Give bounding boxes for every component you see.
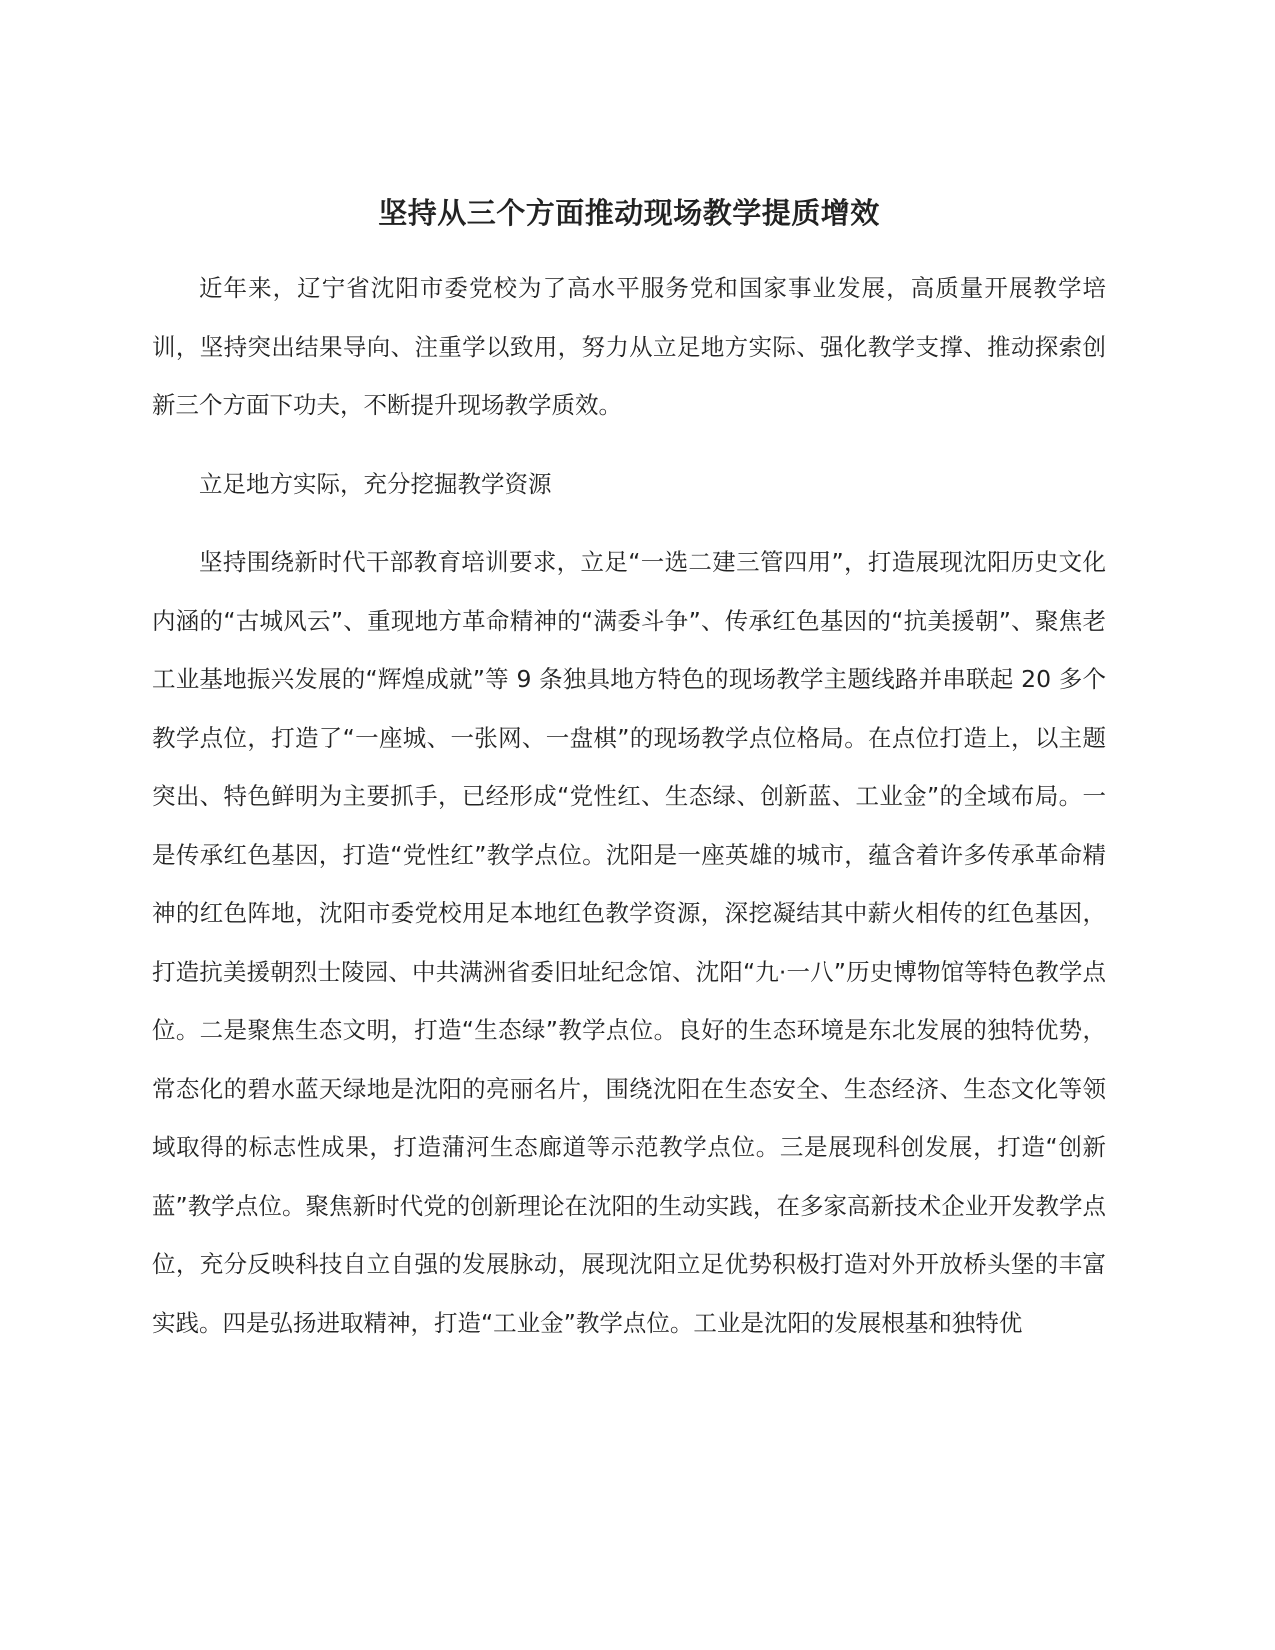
document-title: 坚持从三个方面推动现场教学提质增效 — [378, 196, 880, 230]
section-heading: 立足地方实际，充分挖掘教学资源 — [199, 469, 552, 498]
body-paragraph: 坚持围绕新时代干部教育培训要求，立足“一选二建三管四用”，打造展现沈阳历史文化内涵的“古城风云”、重现地方革命精神的“满委斗争”、传承红色基因的“抗美援朝”、聚焦老工业基地振兴发展的“辉煌成就”等 9 条独具地方特色的现场教学主题线路并串联起 20 多个教学点位，打造了“一座城、一张网、一盘棋”的现场教学点位格局。在点位打造上，以主题突出、特色鲜明为主要抓手，已经形成“党性红、生态绿、创新蓝、工业金”的全域布局。一是传承红色基因，打造“党性红”教学点位。沈阳是一座英雄的城市，蕴含着许多传承革命精神的红色阵地，沈阳市委党校用足本地红色教学资源，深挖凝结其中薪火相传的红色基因，打造抗美援朝烈士陵园、中共满洲省委旧址纪念馆、沈阳“九·一八”历史博物馆等特色教学点位。二是聚焦生态文明，打造“生态绿”教学点位。良好的生态环境是东北发展的独特优势，常态化的碧水蓝天绿地是沈阳的亮丽名片，围绕沈阳在生态安全、生态经济、生态文化等领域取得的标志性成果，打造蒲河生态廊道等示范教学点位。三是展现科创发展，打造“创新蓝”教学点位。聚焦新时代党的创新理论在沈阳的生动实践，在多家高新技术企业开发教学点位，充分反映科技自立自强的发展脉动，展现沈阳立足优势积极打造对外开放桥头堡的丰富实践。四是弘扬进取精神，打造“工业金”教学点位。工业是沈阳的发展根基和独特优 — [152, 548, 1106, 1337]
document-content — [152, 183, 1106, 1352]
intro-paragraph: 近年来，辽宁省沈阳市委党校为了高水平服务党和国家事业发展，高质量开展教学培训，坚持突出结果导向、注重学以致用，努力从立足地方实际、强化教学支撑、推动探索创新三个方面下功夫，不断提升现场教学质效。 — [152, 274, 1106, 419]
